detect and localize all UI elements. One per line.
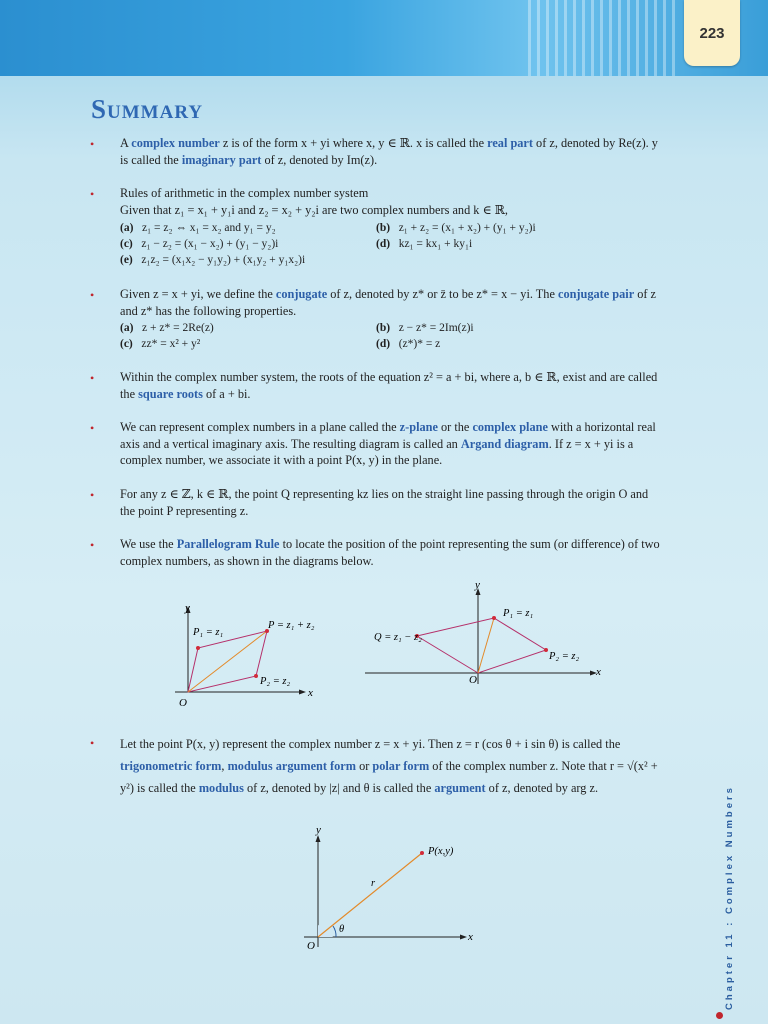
theta-label: θ <box>339 924 345 935</box>
origin-label: O <box>307 940 315 952</box>
p2-label: P₂ = z₂ <box>260 676 291 687</box>
parallelogram-sum-diagram <box>170 598 350 710</box>
bullet-marker: • <box>90 288 95 302</box>
header-stripes <box>528 0 678 76</box>
point-p1 <box>492 616 496 620</box>
rule-e: (e) z₁z₂ = (x₁x₂ − y₁y₂) + (x₁y₂ + y₁x₂)i <box>120 254 306 266</box>
bullet-marker: • <box>90 538 95 552</box>
chapter-dot <box>716 1012 723 1019</box>
y-label: y <box>475 579 480 591</box>
y-label: y <box>316 824 321 836</box>
p2-label: P₂ = z₂ <box>549 651 580 662</box>
radius-line <box>318 853 422 937</box>
q-label: Q = z₁ − z₂ <box>374 632 422 643</box>
parallelogram-difference-diagram <box>365 578 615 690</box>
y-axis-arrow <box>316 835 321 842</box>
conjugate-property-d: (d) (z*)* = z <box>376 338 441 350</box>
point-p2 <box>254 674 258 678</box>
polar-form-diagram <box>300 822 485 952</box>
x-axis-arrow <box>299 690 306 695</box>
x-axis-arrow <box>460 935 467 940</box>
point-p <box>420 851 424 855</box>
bullet-marker: • <box>90 488 95 502</box>
bullet-marker: • <box>90 371 95 385</box>
x-label: x <box>308 687 313 699</box>
parallelogram-outline <box>417 618 546 673</box>
p1-label: P₁ = z₁ <box>503 608 534 619</box>
bullet-marker: • <box>90 187 95 201</box>
argand-diagram-statement: We can represent complex numbers in a plane called the z-plane or the complex plane with a horizontal real axis and a vertical imaginary axis. The resulting diagram is called an Argand diagram. If z = x + yi is a complex number, we associate it with a point P(x, y) in the plane. <box>120 420 656 468</box>
bullet-marker: • <box>90 421 95 435</box>
page-number: 223 <box>684 0 740 66</box>
conjugate-property-c: (c) zz* = x² + y² <box>120 338 201 350</box>
polar-form-statement: Let the point P(x, y) represent the complex number z = x + yi. Then z = r (cos θ + i sin θ) is called the trigonometric form, modulus argument form or polar form of the complex number z. Note that r = √(x² + y²) is called the modulus of z, denoted by |z| and θ is called the argument of z, denoted by arg z. <box>120 737 658 795</box>
x-label: x <box>468 931 473 943</box>
point-p2 <box>544 648 548 652</box>
p1-label: P₁ = z₁ <box>193 627 224 638</box>
conjugate-property-b: (b) z − z* = 2Im(z)i <box>376 322 474 334</box>
angle-arc <box>333 926 336 937</box>
conjugate-definition: Given z = x + yi, we define the conjugate of z, denoted by z* or z̄ to be z* = x − yi. The conjugate pair of z and z* has the following properties. <box>120 287 657 318</box>
scalar-multiple-statement: For any z ∈ ℤ, k ∈ ℝ, the point Q representing kz lies on the straight line passing through the origin O and the point P representing z. <box>120 487 649 518</box>
y-label: y <box>185 602 190 614</box>
rule-c: (c) z₁ − z₂ = (x₁ − x₂) + (y₁ − y₂)i <box>120 238 279 250</box>
conjugate-property-a: (a) z + z* = 2Re(z) <box>120 322 214 334</box>
origin-label: O <box>469 674 477 686</box>
r-label: r <box>371 878 376 889</box>
point-p1 <box>196 646 200 650</box>
square-roots-statement: Within the complex number system, the roots of the equation z² = a + bi, where a, b ∈ ℝ, exist and are called the square roots of a + bi. <box>120 370 658 401</box>
bullet-marker: • <box>90 736 95 750</box>
section-title: Summary <box>91 94 204 124</box>
arithmetic-rules-intro: Rules of arithmetic in the complex number system Given that z₁ = x₁ + y₁i and z₂ = x₂ + y₂i are two complex numbers and k ∈ ℝ, <box>120 186 508 217</box>
rule-a: (a) z₁ = z₂ ⇔ x₁ = x₂ and y₁ = y₂ <box>120 222 276 234</box>
p-label: P(x,y) <box>428 846 454 857</box>
parallelogram-rule-statement: We use the Parallelogram Rule to locate the position of the point representing the sum (or difference) of two complex numbers, as shown in the diagrams below. <box>120 537 660 568</box>
chapter-side-label: Chapter 11 : Complex Numbers <box>724 785 735 1010</box>
z1-vector <box>478 618 494 673</box>
p-label: P = z₁ + z₂ <box>268 620 315 631</box>
origin-label: O <box>179 697 187 709</box>
rule-d: (d) kz₁ = kx₁ + ky₁i <box>376 238 473 250</box>
bullet-marker: • <box>90 137 95 151</box>
x-label: x <box>596 666 601 678</box>
complex-number-definition: A complex number z is of the form x + yi where x, y ∈ ℝ. x is called the real part of z, denoted by Re(z). y is called the imaginary part of z, denoted by Im(z). <box>120 136 658 167</box>
rule-b: (b) z₁ + z₂ = (x₁ + x₂) + (y₁ + y₂)i <box>376 222 536 234</box>
